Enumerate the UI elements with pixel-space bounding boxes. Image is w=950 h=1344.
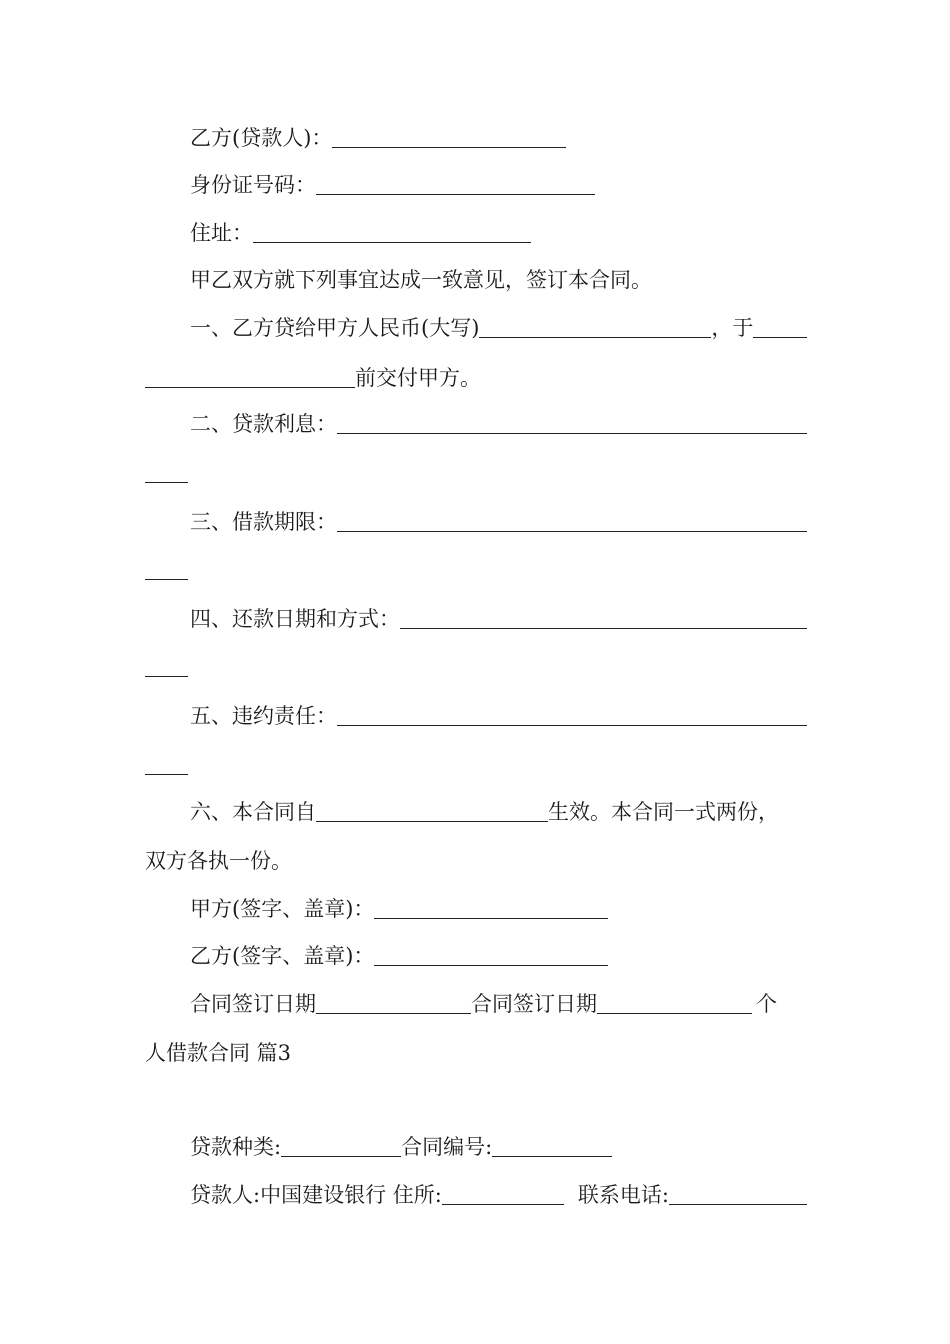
clause-5-line [145, 701, 807, 731]
sign-date-label-2: 合同签订日期 [471, 992, 597, 1016]
clause-6-suffix: 生效。本合同一式两份， [548, 800, 779, 824]
party-b-line [145, 123, 807, 153]
clause-1-date-blank [145, 365, 355, 388]
clause-2-continued [145, 458, 807, 488]
clause-3-line [145, 507, 807, 537]
clause-4-blank [400, 606, 807, 629]
contract-no-blank [492, 1134, 612, 1157]
clause-1-amount-blank [479, 315, 711, 338]
clause-5-blank [337, 703, 807, 726]
clause-2-blank [337, 411, 807, 434]
clause-3-continued [145, 555, 807, 585]
party-a-sign-blank [374, 896, 608, 919]
clause-3-blank-tail [145, 557, 188, 580]
clause-6-blank [316, 799, 548, 822]
clause-4-label: 四、还款日期和方式： [190, 607, 400, 631]
next-contract-title: 人借款合同 篇3 [145, 1041, 292, 1065]
address-blank [253, 220, 531, 243]
next-title-start: 个 [756, 992, 777, 1016]
clause-1-suffix: 前交付甲方。 [355, 366, 481, 390]
clause-1-continued [145, 363, 807, 393]
clause-5-blank-tail [145, 752, 188, 775]
clause-6-prefix: 六、本合同自 [190, 800, 316, 824]
loan-type-blank [281, 1134, 401, 1157]
clause-2-label: 二、贷款利息： [190, 412, 337, 436]
clause-4-continued [145, 652, 807, 682]
id-number-blank [316, 172, 595, 195]
phone-blank [669, 1182, 807, 1205]
clause-2-blank-tail [145, 460, 188, 483]
sign-date-label-1: 合同签订日期 [190, 992, 316, 1016]
lender-line [145, 1180, 807, 1210]
party-b-sign-line [145, 941, 807, 971]
sign-date-blank-1 [316, 991, 471, 1014]
address-label: 住址： [190, 221, 253, 245]
clause-1-line [145, 313, 807, 343]
party-a-sign-line [145, 894, 807, 924]
clause-2-line [145, 409, 807, 439]
lender-address-blank [442, 1182, 564, 1205]
id-number-line [145, 170, 807, 200]
clause-5-continued [145, 750, 807, 780]
contract-no-label: 合同编号: [401, 1135, 493, 1159]
agreement-intro: 甲乙双方就下列事宜达成一致意见，签订本合同。 [190, 268, 652, 292]
clause-3-blank [337, 509, 807, 532]
sign-date-blank-2 [597, 991, 752, 1014]
party-a-sign-label: 甲方(签字、盖章)： [190, 897, 375, 921]
party-b-label: 乙方(贷款人)： [190, 126, 333, 150]
party-b-sign-label: 乙方(签字、盖章)： [190, 944, 375, 968]
clause-4-line [145, 604, 807, 634]
clause-1-prefix: 一、乙方贷给甲方人民币(大写) [190, 316, 480, 340]
loan-type-label: 贷款种类: [190, 1135, 282, 1159]
party-b-blank [332, 125, 566, 148]
phone-label: 联系电话: [577, 1183, 669, 1207]
clause-3-label: 三、借款期限： [190, 510, 337, 534]
id-number-label: 身份证号码： [190, 173, 316, 197]
clause-1-date-blank-start [753, 315, 807, 338]
clause-1-mid: ，于 [711, 316, 754, 340]
clause-4-blank-tail [145, 654, 188, 677]
clause-6-line [145, 797, 807, 827]
sign-date-line [145, 989, 807, 1019]
clause-6-line-2: 双方各执一份。 [145, 849, 292, 873]
lender-label: 贷款人:中国建设银行 住所: [190, 1183, 442, 1207]
clause-5-label: 五、违约责任： [190, 704, 337, 728]
loan-type-line [145, 1132, 807, 1162]
party-b-sign-blank [374, 943, 608, 966]
address-line [145, 218, 807, 248]
